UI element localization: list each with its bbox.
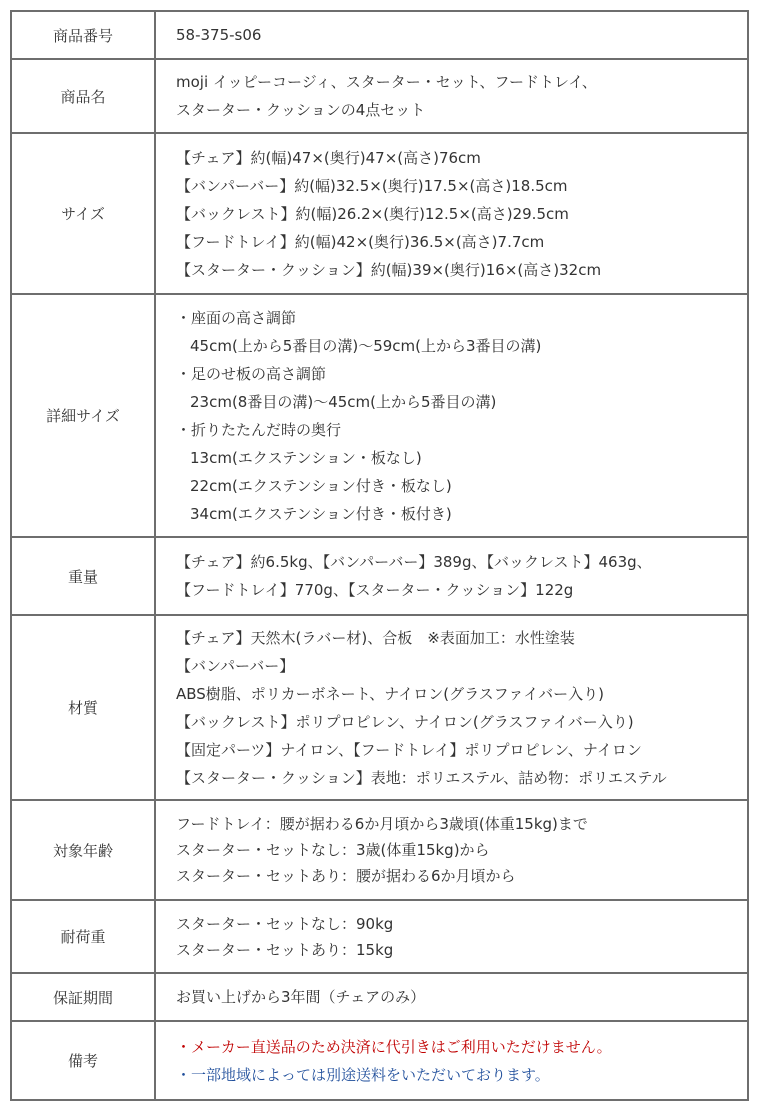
spec-line: 13cm(エクステンション・板なし) — [190, 448, 422, 467]
spec-label: 商品名 — [11, 59, 155, 133]
spec-line: 【スターター・クッション】表地：ポリエステル、詰め物：ポリエステル — [176, 768, 667, 787]
spec-line: 【フードトレイ】770g、【スターター・クッション】122g — [176, 581, 574, 599]
spec-row-warranty — [11, 973, 748, 1021]
spec-row-notes — [11, 1021, 748, 1100]
spec-value — [155, 11, 748, 59]
spec-label: 保証期間 — [11, 973, 155, 1021]
spec-value — [155, 615, 748, 800]
spec-line: スターター・セットなし：3歳(体重15kg)から — [176, 841, 490, 859]
spec-label: 対象年齢 — [11, 800, 155, 900]
spec-line: 【バンパーバー】約(幅)32.5×(奥行)17.5×(高さ)18.5cm — [176, 176, 568, 195]
spec-line: ・足のせ板の高さ調節 — [176, 364, 327, 383]
spec-label: 重量 — [11, 537, 155, 615]
spec-row-detailed-size — [11, 294, 748, 537]
spec-line: 【バンパーバー】 — [176, 656, 295, 675]
spec-line: 【チェア】約6.5kg、【バンパーバー】389g、【バックレスト】463g、 — [176, 553, 652, 571]
spec-value — [155, 800, 748, 900]
spec-line: 58-375-s06 — [176, 26, 262, 44]
spec-line: 【バックレスト】約(幅)26.2×(奥行)12.5×(高さ)29.5cm — [176, 204, 569, 223]
spec-value — [155, 537, 748, 615]
spec-label: 材質 — [11, 615, 155, 800]
spec-value — [155, 1021, 748, 1100]
spec-label: 備考 — [11, 1021, 155, 1100]
spec-row-product-name — [11, 59, 748, 133]
spec-row-size — [11, 133, 748, 294]
spec-line: 【チェア】約(幅)47×(奥行)47×(高さ)76cm — [176, 148, 481, 167]
spec-value — [155, 294, 748, 537]
spec-line: ・座面の高さ調節 — [176, 308, 297, 327]
spec-line: 【バックレスト】ポリプロピレン、ナイロン(グラスファイバー入り) — [176, 712, 634, 731]
spec-line: ・折りたたんだ時の奥行 — [176, 420, 342, 439]
spec-row-load-capacity — [11, 900, 748, 973]
spec-label: サイズ — [11, 133, 155, 294]
spec-label: 商品番号 — [11, 11, 155, 59]
spec-row-material — [11, 615, 748, 800]
product-spec-table — [10, 10, 749, 1101]
note-info-line: ・一部地域によっては別途送料をいただいております。 — [176, 1065, 550, 1084]
spec-line: スターター・クッションの4点セット — [176, 101, 426, 119]
spec-line: 45cm(上から5番目の溝)～59cm(上から3番目の溝) — [190, 336, 542, 355]
spec-line: 34cm(エクステンション付き・板付き) — [190, 504, 452, 523]
spec-line: スターター・セットあり：腰が据わる6か月頃から — [176, 867, 516, 885]
spec-line: スターター・セットあり：15kg — [176, 940, 394, 959]
spec-line: 【チェア】天然木(ラバー材)、合板 ※表面加工：水性塗装 — [176, 628, 575, 647]
spec-line: 【スターター・クッション】約(幅)39×(奥行)16×(高さ)32cm — [176, 260, 602, 279]
spec-line: 23cm(8番目の溝)～45cm(上から5番目の溝) — [190, 392, 497, 411]
spec-line: お買い上げから3年間（チェアのみ） — [176, 988, 426, 1006]
spec-value — [155, 900, 748, 973]
spec-line: フードトレイ：腰が据わる6か月頃から3歳頃(体重15kg)まで — [176, 815, 588, 833]
spec-line: スターター・セットなし：90kg — [176, 914, 394, 933]
spec-row-target-age — [11, 800, 748, 900]
spec-line: 【フードトレイ】約(幅)42×(奥行)36.5×(高さ)7.7cm — [176, 232, 545, 251]
spec-line: moji イッピーコージィ、スターター・セット、フードトレイ、 — [176, 73, 597, 91]
spec-row-weight — [11, 537, 748, 615]
note-warning-line: ・メーカー直送品のため決済に代引きはご利用いただけません。 — [176, 1037, 612, 1056]
spec-line: 【固定パーツ】ナイロン、【フードトレイ】ポリプロピレン、ナイロン — [176, 740, 642, 759]
spec-label: 詳細サイズ — [11, 294, 155, 537]
spec-line: ABS樹脂、ポリカーボネート、ナイロン(グラスファイバー入り) — [176, 684, 604, 703]
spec-value — [155, 59, 748, 133]
spec-label: 耐荷重 — [11, 900, 155, 973]
spec-line: 22cm(エクステンション付き・板なし) — [190, 476, 452, 495]
spec-value — [155, 973, 748, 1021]
spec-row-product-number — [11, 11, 748, 59]
spec-value — [155, 133, 748, 294]
